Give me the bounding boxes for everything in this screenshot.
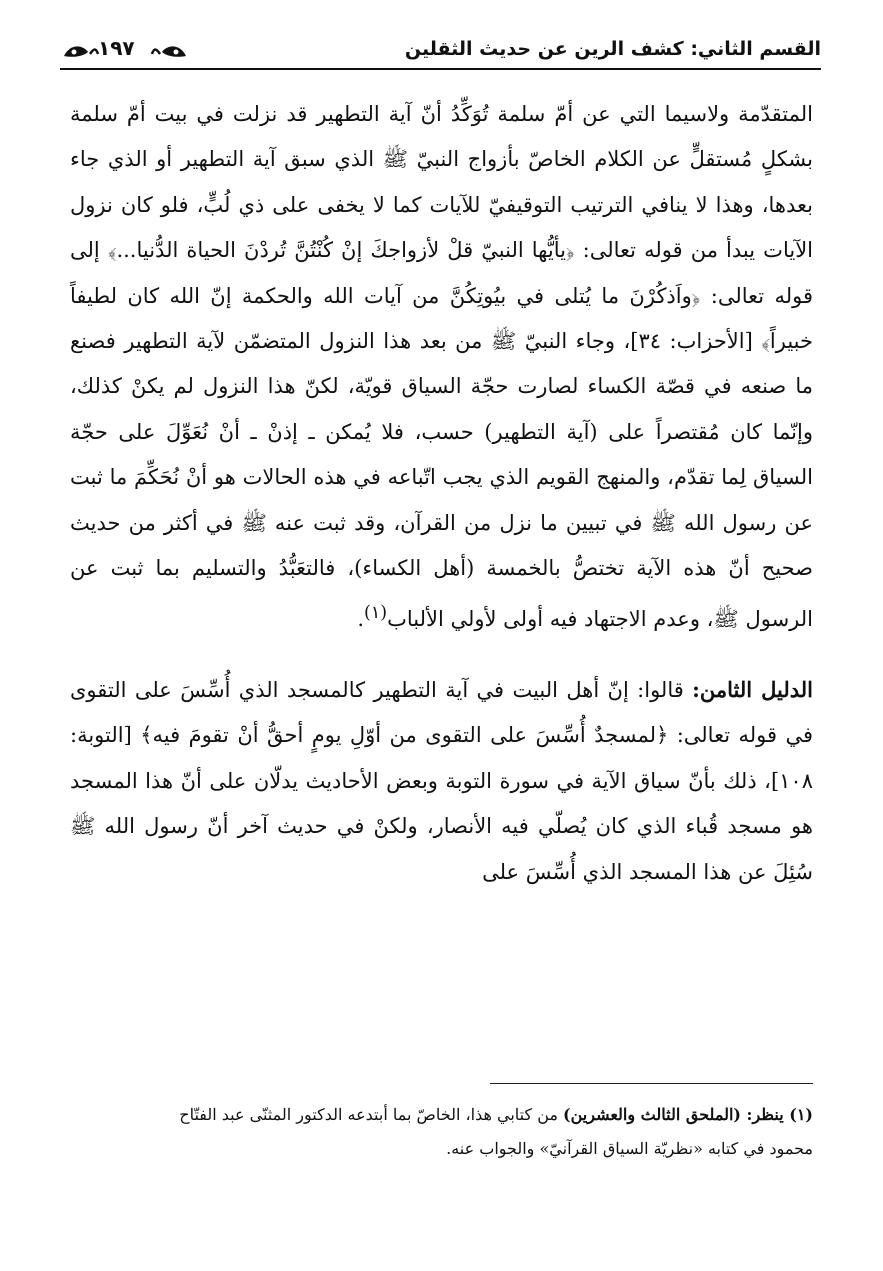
paragraph-2 bbox=[70, 667, 813, 895]
paragraph-2-label: الدليل الثامن: bbox=[692, 676, 813, 702]
paragraph-2-text: قالوا: إنّ أهل البيت في آية التطهير كالمسجد الذي أُسِّسَ على التقوى في قوله تعالى: ﴿لمسجدٌ أُسِّسَ على التقوى من أوّلِ يومٍ أحقُّ أنْ تقومَ فيه﴾ [التوبة: ١٠٨]، ذلك بأنّ سياق الآية في سورة التوبة وبعض الأحاديث يدلّان على أنّ هذا المسجد هو مسجد قُباء الذي كان يُصلّي فيه الأنصار، ولكنْ في حديث آخر أنّ رسول الله ﷺ سُئِلَ عن هذا المسجد الذي أُسِّسَ على bbox=[70, 677, 813, 884]
paragraph-1-text: المتقدّمة ولاسيما التي عن أمّ سلمة تُوَكِّدُ أنّ آية التطهير قد نزلت في بيت أمّ سلمة بشكلٍ مُستقلٍّ عن الكلام الخاصّ بأزواج النبيّ ﷺ الذي سبق آية التطهير أو الذي جاء بعدها، وهذا لا ينافي الترتيب التوقيفيّ للآيات كما لا يخفى على ذي لُبٍّ، فلو كان نزول الآيات يبدأ من قوله تعالى: ﴿يأيُّها النبيّ قلْ لأزواجكَ إنْ كُنْتُنَّ تُردْنَ الحياة الدُّنيا...﴾ إلى قوله تعالى: ﴿واَذكُرْنَ ما يُتلى في بيُوتِكُنَّ من آيات الله والحكمة إنّ الله كان لطيفاً خبيراً﴾ [الأحزاب: ٣٤]، وجاء النبيّ ﷺ من بعد هذا النزول المتضمّن لآية التطهير فصنع ما صنعه في قصّة الكساء لصارت حجّة السياق قويّة، لكنّ هذا النزول لم يكنْ كذلك، وإنّما كان مُقتصراً على (آية التطهير) حسب، فلا يُمكن ـ إذنْ ـ أنْ نُعَوِّلَ على حجّة السياق لِما تقدّم، والمنهج القويم الذي يجب اتّباعه في هذه الحالات هو أنْ نُحَكِّمَ ما ثبت عن رسول الله ﷺ في تبيين ما نزل من القرآن، وقد ثبت عنه ﷺ في أكثر من حديث صحيح أنّ هذه الآية تختصُّ بالخمسة (أهل الكساء)، فالتعَبُّدُ والتسليم بما ثبت عن الرسول ﷺ، وعدم الاجتهاد فيه أولى لأولي الألباب bbox=[70, 102, 813, 632]
paragraph-1 bbox=[70, 92, 813, 643]
footnote-1-text: من كتابي هذا، الخاصّ بما أبتدعه الدكتور المثنّى عبد الفتّاح bbox=[179, 1105, 564, 1124]
footnote-1-prefix: (١) ينظر: bbox=[740, 1105, 813, 1124]
footnote-1-line-1 bbox=[70, 1098, 813, 1132]
footnote-separator bbox=[490, 1083, 813, 1084]
header-rule bbox=[60, 68, 821, 70]
page-header bbox=[60, 30, 821, 76]
footnotes bbox=[70, 1098, 813, 1166]
page-number: ١٩٧ bbox=[98, 36, 135, 60]
footnote-1-reference: (الملحق الثالث والعشرين) bbox=[563, 1105, 741, 1124]
page-number-ornament bbox=[60, 34, 190, 64]
footnote-1-line-2: محمود في كتابه «نظريّة السياق القرآنيّ» والجواب عنه. bbox=[446, 1139, 813, 1158]
main-text bbox=[70, 92, 813, 895]
running-title: القسم الثاني: كشف الرين عن حديث الثقلين bbox=[404, 38, 821, 60]
footnote-ref-1: (١) bbox=[364, 603, 388, 624]
paragraph-1-end: . bbox=[357, 607, 365, 632]
